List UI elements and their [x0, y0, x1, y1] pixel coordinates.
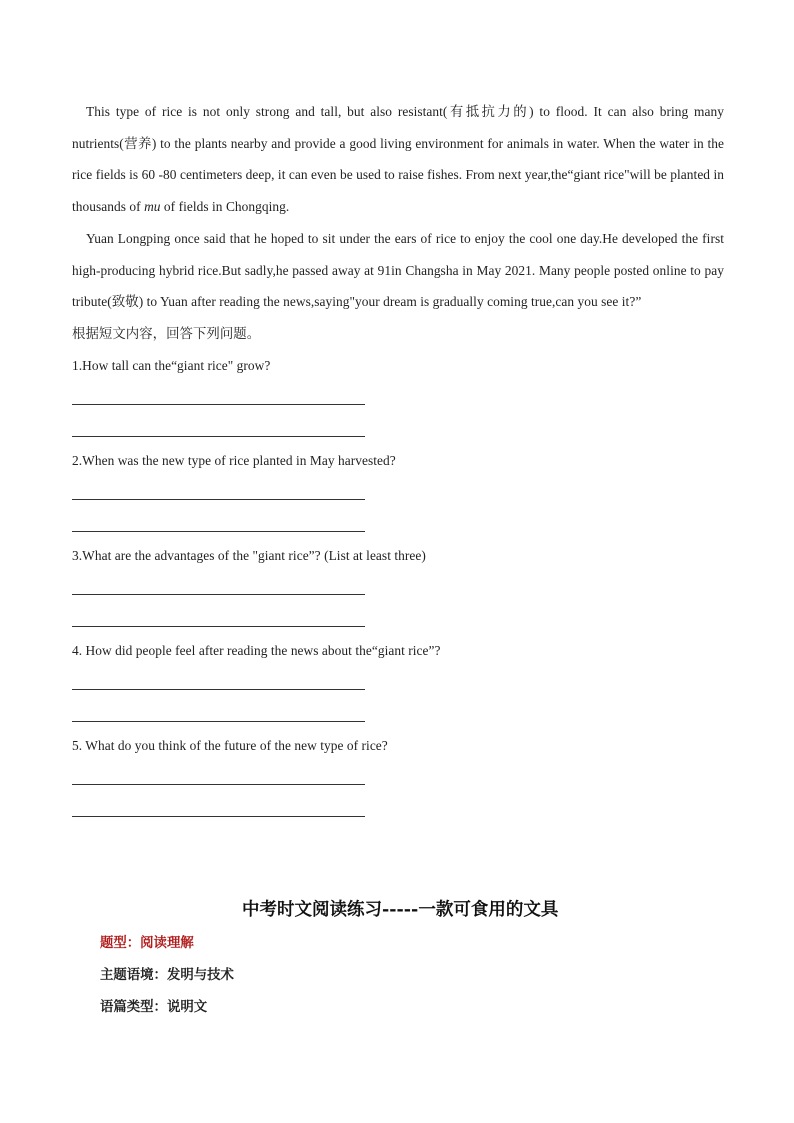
unit-mu: mu [144, 199, 161, 215]
answer-line[interactable] [72, 603, 365, 635]
instruction-text: 根据短文内容，回答下列问题。 [72, 325, 261, 341]
answer-line[interactable] [72, 413, 365, 445]
next-section [0, 893, 794, 1023]
question-4: 4. How did people feel after reading the news about the“giant rice”? [72, 642, 441, 658]
answer-line[interactable] [72, 667, 365, 699]
answer-line[interactable] [72, 381, 365, 413]
question-1: 1.How tall can the“giant rice" grow? [72, 357, 271, 373]
passage-paragraph-2: Yuan Longping once said that he hoped to sit under the ears of rice to enjoy the cool one day.He developed the first high-producing hybrid rice.But sadly,he passed away at 91in Changsha in May 2021. Many people posted online to pay tribute(致敬) to Yuan after reading the news,saying"your dream is gradually coming true,can you see it?” [72, 230, 724, 310]
answer-line[interactable] [72, 793, 365, 825]
answer-line[interactable] [72, 476, 365, 508]
question-3: 3.What are the advantages of the "giant rice”? (List at least three) [72, 547, 426, 563]
question-type-label: 题型：阅读理解 [100, 935, 194, 951]
theme-context-label: 主题语境：发明与技术 [100, 967, 234, 983]
question-2: 2.When was the new type of rice planted in May harvested? [72, 452, 396, 468]
answer-line[interactable] [72, 571, 365, 603]
answer-line[interactable] [72, 698, 365, 730]
text-genre-label: 语篇类型：说明文 [100, 999, 208, 1015]
reading-content [72, 96, 724, 825]
section-title: 中考时文阅读练习-----一款可食用的文具 [242, 900, 559, 920]
answer-line[interactable] [72, 762, 365, 794]
question-5: 5. What do you think of the future of the new type of rice? [72, 737, 388, 753]
passage-paragraph-1: This type of rice is not only strong and tall, but also resistant(有抵抗力的) to flood. It can also bring many nutrients(营养) to the plants nearby and provide a good living environment for animals in water. When the water in the rice fields is 60 -80 centimeters deep, it can even be used to raise fishes. From next year,the“giant rice"will be planted in thousands of mu of fields in Chongqing. [72, 104, 724, 215]
answer-line[interactable] [72, 508, 365, 540]
